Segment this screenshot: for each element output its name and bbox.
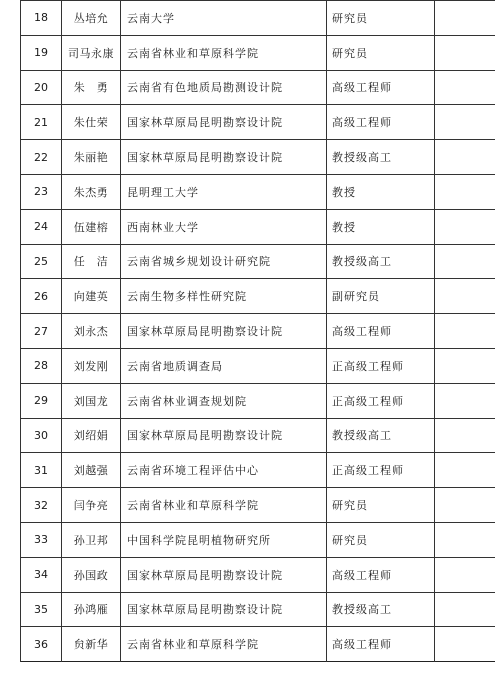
person-name-cell: 贠新华 bbox=[62, 627, 121, 662]
remarks-cell bbox=[435, 1, 495, 36]
organization-cell: 云南省城乡规划设计研究院 bbox=[121, 244, 327, 279]
table-row bbox=[21, 244, 495, 279]
professional-title-cell: 教授 bbox=[327, 174, 435, 209]
organization-cell: 国家林草原局昆明勘察设计院 bbox=[121, 557, 327, 592]
table-row bbox=[21, 1, 495, 36]
row-number-cell: 23 bbox=[21, 174, 62, 209]
person-name-cell: 任 洁 bbox=[62, 244, 121, 279]
organization-cell: 云南生物多样性研究院 bbox=[121, 279, 327, 314]
expert-roster-table bbox=[20, 0, 495, 662]
row-number-cell: 36 bbox=[21, 627, 62, 662]
professional-title-cell: 高级工程师 bbox=[327, 627, 435, 662]
person-name-cell: 刘越强 bbox=[62, 453, 121, 488]
table-row bbox=[21, 522, 495, 557]
row-number-cell: 30 bbox=[21, 418, 62, 453]
remarks-cell bbox=[435, 557, 495, 592]
remarks-cell bbox=[435, 105, 495, 140]
table-row bbox=[21, 35, 495, 70]
table-row bbox=[21, 488, 495, 523]
remarks-cell bbox=[435, 209, 495, 244]
organization-cell: 云南省林业和草原科学院 bbox=[121, 35, 327, 70]
professional-title-cell: 研究员 bbox=[327, 35, 435, 70]
remarks-cell bbox=[435, 627, 495, 662]
person-name-cell: 朱 勇 bbox=[62, 70, 121, 105]
remarks-cell bbox=[435, 70, 495, 105]
organization-cell: 云南省林业和草原科学院 bbox=[121, 627, 327, 662]
remarks-cell bbox=[435, 383, 495, 418]
table-row bbox=[21, 592, 495, 627]
organization-cell: 云南大学 bbox=[121, 1, 327, 36]
remarks-cell bbox=[435, 279, 495, 314]
remarks-cell bbox=[435, 314, 495, 349]
row-number-cell: 26 bbox=[21, 279, 62, 314]
organization-cell: 云南省环境工程评估中心 bbox=[121, 453, 327, 488]
professional-title-cell: 教授级高工 bbox=[327, 244, 435, 279]
row-number-cell: 19 bbox=[21, 35, 62, 70]
row-number-cell: 24 bbox=[21, 209, 62, 244]
professional-title-cell: 教授级高工 bbox=[327, 418, 435, 453]
professional-title-cell: 高级工程师 bbox=[327, 70, 435, 105]
remarks-cell bbox=[435, 140, 495, 175]
row-number-cell: 25 bbox=[21, 244, 62, 279]
person-name-cell: 闫争亮 bbox=[62, 488, 121, 523]
expert-roster-page bbox=[20, 0, 480, 662]
row-number-cell: 31 bbox=[21, 453, 62, 488]
row-number-cell: 22 bbox=[21, 140, 62, 175]
row-number-cell: 28 bbox=[21, 348, 62, 383]
table-row bbox=[21, 140, 495, 175]
organization-cell: 云南省地质调查局 bbox=[121, 348, 327, 383]
professional-title-cell: 教授级高工 bbox=[327, 592, 435, 627]
organization-cell: 国家林草原局昆明勘察设计院 bbox=[121, 105, 327, 140]
roster-body bbox=[21, 1, 495, 662]
professional-title-cell: 教授级高工 bbox=[327, 140, 435, 175]
organization-cell: 国家林草原局昆明勘察设计院 bbox=[121, 314, 327, 349]
remarks-cell bbox=[435, 488, 495, 523]
person-name-cell: 刘发刚 bbox=[62, 348, 121, 383]
row-number-cell: 32 bbox=[21, 488, 62, 523]
table-row bbox=[21, 105, 495, 140]
table-row bbox=[21, 174, 495, 209]
person-name-cell: 丛培允 bbox=[62, 1, 121, 36]
professional-title-cell: 副研究员 bbox=[327, 279, 435, 314]
person-name-cell: 朱仕荣 bbox=[62, 105, 121, 140]
organization-cell: 云南省林业和草原科学院 bbox=[121, 488, 327, 523]
person-name-cell: 孙国政 bbox=[62, 557, 121, 592]
professional-title-cell: 高级工程师 bbox=[327, 314, 435, 349]
table-row bbox=[21, 314, 495, 349]
organization-cell: 云南省有色地质局勘测设计院 bbox=[121, 70, 327, 105]
professional-title-cell: 高级工程师 bbox=[327, 557, 435, 592]
remarks-cell bbox=[435, 453, 495, 488]
table-row bbox=[21, 70, 495, 105]
professional-title-cell: 教授 bbox=[327, 209, 435, 244]
organization-cell: 西南林业大学 bbox=[121, 209, 327, 244]
professional-title-cell: 正高级工程师 bbox=[327, 453, 435, 488]
row-number-cell: 33 bbox=[21, 522, 62, 557]
row-number-cell: 35 bbox=[21, 592, 62, 627]
remarks-cell bbox=[435, 174, 495, 209]
person-name-cell: 伍建榕 bbox=[62, 209, 121, 244]
person-name-cell: 刘国龙 bbox=[62, 383, 121, 418]
row-number-cell: 29 bbox=[21, 383, 62, 418]
row-number-cell: 21 bbox=[21, 105, 62, 140]
professional-title-cell: 研究员 bbox=[327, 522, 435, 557]
table-row bbox=[21, 557, 495, 592]
table-row bbox=[21, 453, 495, 488]
organization-cell: 中国科学院昆明植物研究所 bbox=[121, 522, 327, 557]
remarks-cell bbox=[435, 348, 495, 383]
professional-title-cell: 高级工程师 bbox=[327, 105, 435, 140]
row-number-cell: 27 bbox=[21, 314, 62, 349]
table-row bbox=[21, 279, 495, 314]
professional-title-cell: 研究员 bbox=[327, 488, 435, 523]
remarks-cell bbox=[435, 522, 495, 557]
person-name-cell: 孙鸿雁 bbox=[62, 592, 121, 627]
remarks-cell bbox=[435, 244, 495, 279]
table-row bbox=[21, 348, 495, 383]
remarks-cell bbox=[435, 418, 495, 453]
row-number-cell: 18 bbox=[21, 1, 62, 36]
person-name-cell: 向建英 bbox=[62, 279, 121, 314]
person-name-cell: 朱杰勇 bbox=[62, 174, 121, 209]
table-row bbox=[21, 383, 495, 418]
person-name-cell: 朱丽艳 bbox=[62, 140, 121, 175]
person-name-cell: 刘永杰 bbox=[62, 314, 121, 349]
professional-title-cell: 研究员 bbox=[327, 1, 435, 36]
organization-cell: 国家林草原局昆明勘察设计院 bbox=[121, 140, 327, 175]
table-row bbox=[21, 209, 495, 244]
remarks-cell bbox=[435, 35, 495, 70]
person-name-cell: 刘绍娟 bbox=[62, 418, 121, 453]
professional-title-cell: 正高级工程师 bbox=[327, 348, 435, 383]
person-name-cell: 司马永康 bbox=[62, 35, 121, 70]
organization-cell: 国家林草原局昆明勘察设计院 bbox=[121, 592, 327, 627]
table-row bbox=[21, 627, 495, 662]
professional-title-cell: 正高级工程师 bbox=[327, 383, 435, 418]
remarks-cell bbox=[435, 592, 495, 627]
person-name-cell: 孙卫邦 bbox=[62, 522, 121, 557]
row-number-cell: 20 bbox=[21, 70, 62, 105]
organization-cell: 昆明理工大学 bbox=[121, 174, 327, 209]
organization-cell: 国家林草原局昆明勘察设计院 bbox=[121, 418, 327, 453]
row-number-cell: 34 bbox=[21, 557, 62, 592]
table-row bbox=[21, 418, 495, 453]
organization-cell: 云南省林业调查规划院 bbox=[121, 383, 327, 418]
